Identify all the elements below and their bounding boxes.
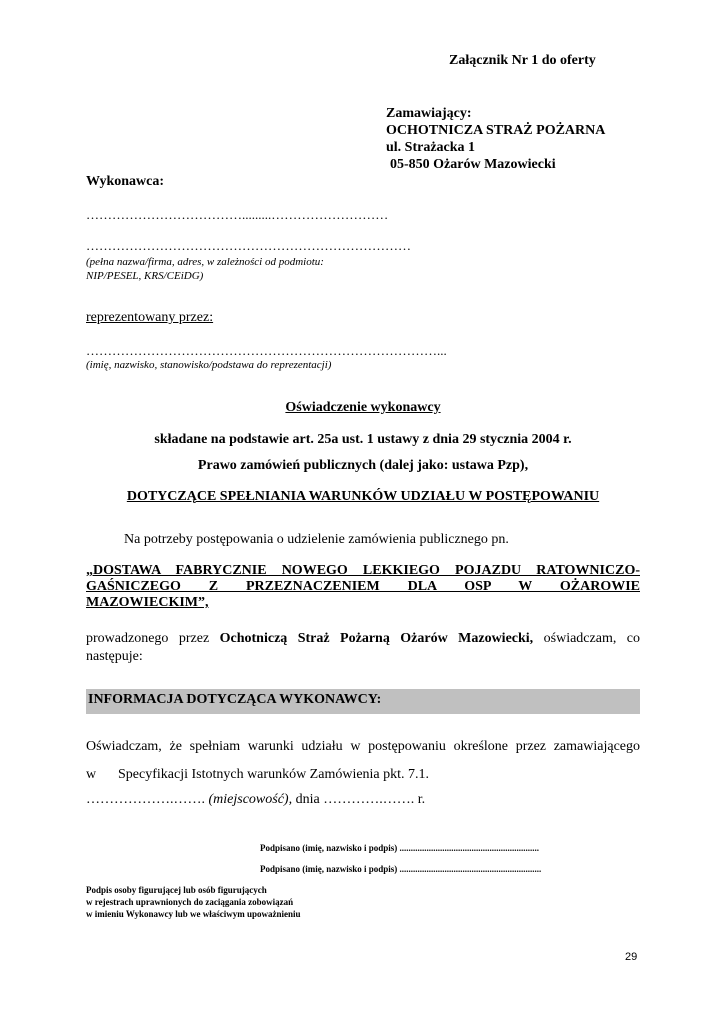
date-label: dnia bbox=[295, 792, 320, 807]
conducted-by-line-2: następuje: bbox=[86, 649, 143, 664]
place-label: (miejscowość), bbox=[208, 792, 293, 807]
signature-note-3: w imieniu Wykonawcy lub we właściwym upoważnieniu bbox=[86, 909, 301, 919]
ordering-party-street: ul. Strażacka 1 bbox=[386, 140, 476, 155]
contractor-info-heading: INFORMACJA DOTYCZĄCA WYKONAWCY: bbox=[88, 692, 382, 707]
conducted-by-prefix: prowadzonego przez bbox=[86, 631, 220, 646]
declaration-line-2: Specyfikacji Istotnych warunków Zamówienia pkt. 7.1. bbox=[118, 767, 430, 782]
date-field[interactable]: ………….……. bbox=[323, 792, 415, 807]
procedure-intro: Na potrzeby postępowania o udzielenie zamówienia publicznego pn. bbox=[124, 532, 509, 547]
contractor-label: Wykonawca: bbox=[86, 174, 165, 189]
contractor-address-line[interactable]: ………………………………………………………………… bbox=[86, 238, 411, 253]
date-suffix: r. bbox=[417, 792, 426, 807]
declaration-line-1: Oświadczam, że spełniam warunki udziału w postępowaniu określone przez zamawiającego bbox=[86, 739, 640, 754]
ordering-party-city: 05-850 Ożarów Mazowiecki bbox=[390, 157, 556, 172]
ordering-party-label: Zamawiający: bbox=[386, 106, 472, 121]
statement-law-name: Prawo zamówień publicznych (dalej jako: ustawa Pzp), bbox=[197, 458, 529, 473]
declaration-line-2-prefix: w bbox=[86, 767, 97, 782]
statement-title: Oświadczenie wykonawcy bbox=[285, 400, 441, 415]
contractor-info-heading-bar bbox=[86, 689, 640, 714]
procurement-title-line-1: „DOSTAWA FABRYCZNIE NOWEGO LEKKIEGO POJAZDU RATOWNICZO- bbox=[86, 563, 640, 578]
procurement-title-line-3: MAZOWIECKIM”, bbox=[86, 595, 209, 610]
procurement-title-line-2: GAŚNICZEGO Z PRZEZNACZENIEM DLA OSP W OŻAROWIE bbox=[86, 579, 640, 594]
page-number: 29 bbox=[625, 951, 638, 963]
signature-note-1: Podpis osoby figurującej lub osób figurujących bbox=[86, 885, 267, 895]
attachment-label: Załącznik Nr 1 do oferty bbox=[449, 53, 596, 68]
contractor-name-line[interactable]: ……………………………….........……………………… bbox=[86, 207, 389, 222]
contractor-hint-1: (pełna nazwa/firma, adres, w zależności od podmiotu: bbox=[86, 256, 324, 268]
represented-by-line[interactable]: ………………………………………………………………………... bbox=[86, 343, 447, 358]
conducted-by-organisation: Ochotniczą Straż Pożarną Ożarów Mazowiecki, bbox=[219, 631, 534, 646]
contractor-hint-2: NIP/PESEL, KRS/CEiDG) bbox=[86, 270, 204, 282]
signature-line-2[interactable]: Podpisano (imię, nazwisko i podpis) ............................................................... bbox=[260, 864, 542, 874]
represented-by-hint: (imię, nazwisko, stanowisko/podstawa do reprezentacji) bbox=[86, 359, 332, 371]
statement-legal-basis: składane na podstawie art. 25a ust. 1 ustawy z dnia 29 stycznia 2004 r. bbox=[154, 432, 572, 447]
ordering-party-name: OCHOTNICZA STRAŻ POŻARNA bbox=[386, 123, 606, 138]
conducted-by-paragraph bbox=[86, 630, 640, 666]
procurement-title bbox=[86, 563, 640, 611]
place-date-line bbox=[86, 792, 425, 808]
signature-line-1[interactable]: Podpisano (imię, nazwisko i podpis) .............................................................. bbox=[260, 843, 540, 853]
statement-subject-heading: DOTYCZĄCE SPEŁNIANIA WARUNKÓW UDZIAŁU W POSTĘPOWANIU bbox=[126, 489, 600, 504]
conducted-by-suffix: oświadczam, co bbox=[533, 631, 640, 646]
signature-note-2: w rejestrach uprawnionych do zaciągania zobowiązań bbox=[86, 897, 294, 907]
represented-by-label: reprezentowany przez: bbox=[86, 310, 214, 325]
declaration-paragraph bbox=[86, 738, 640, 756]
place-field[interactable]: ……………….……. bbox=[86, 792, 205, 807]
